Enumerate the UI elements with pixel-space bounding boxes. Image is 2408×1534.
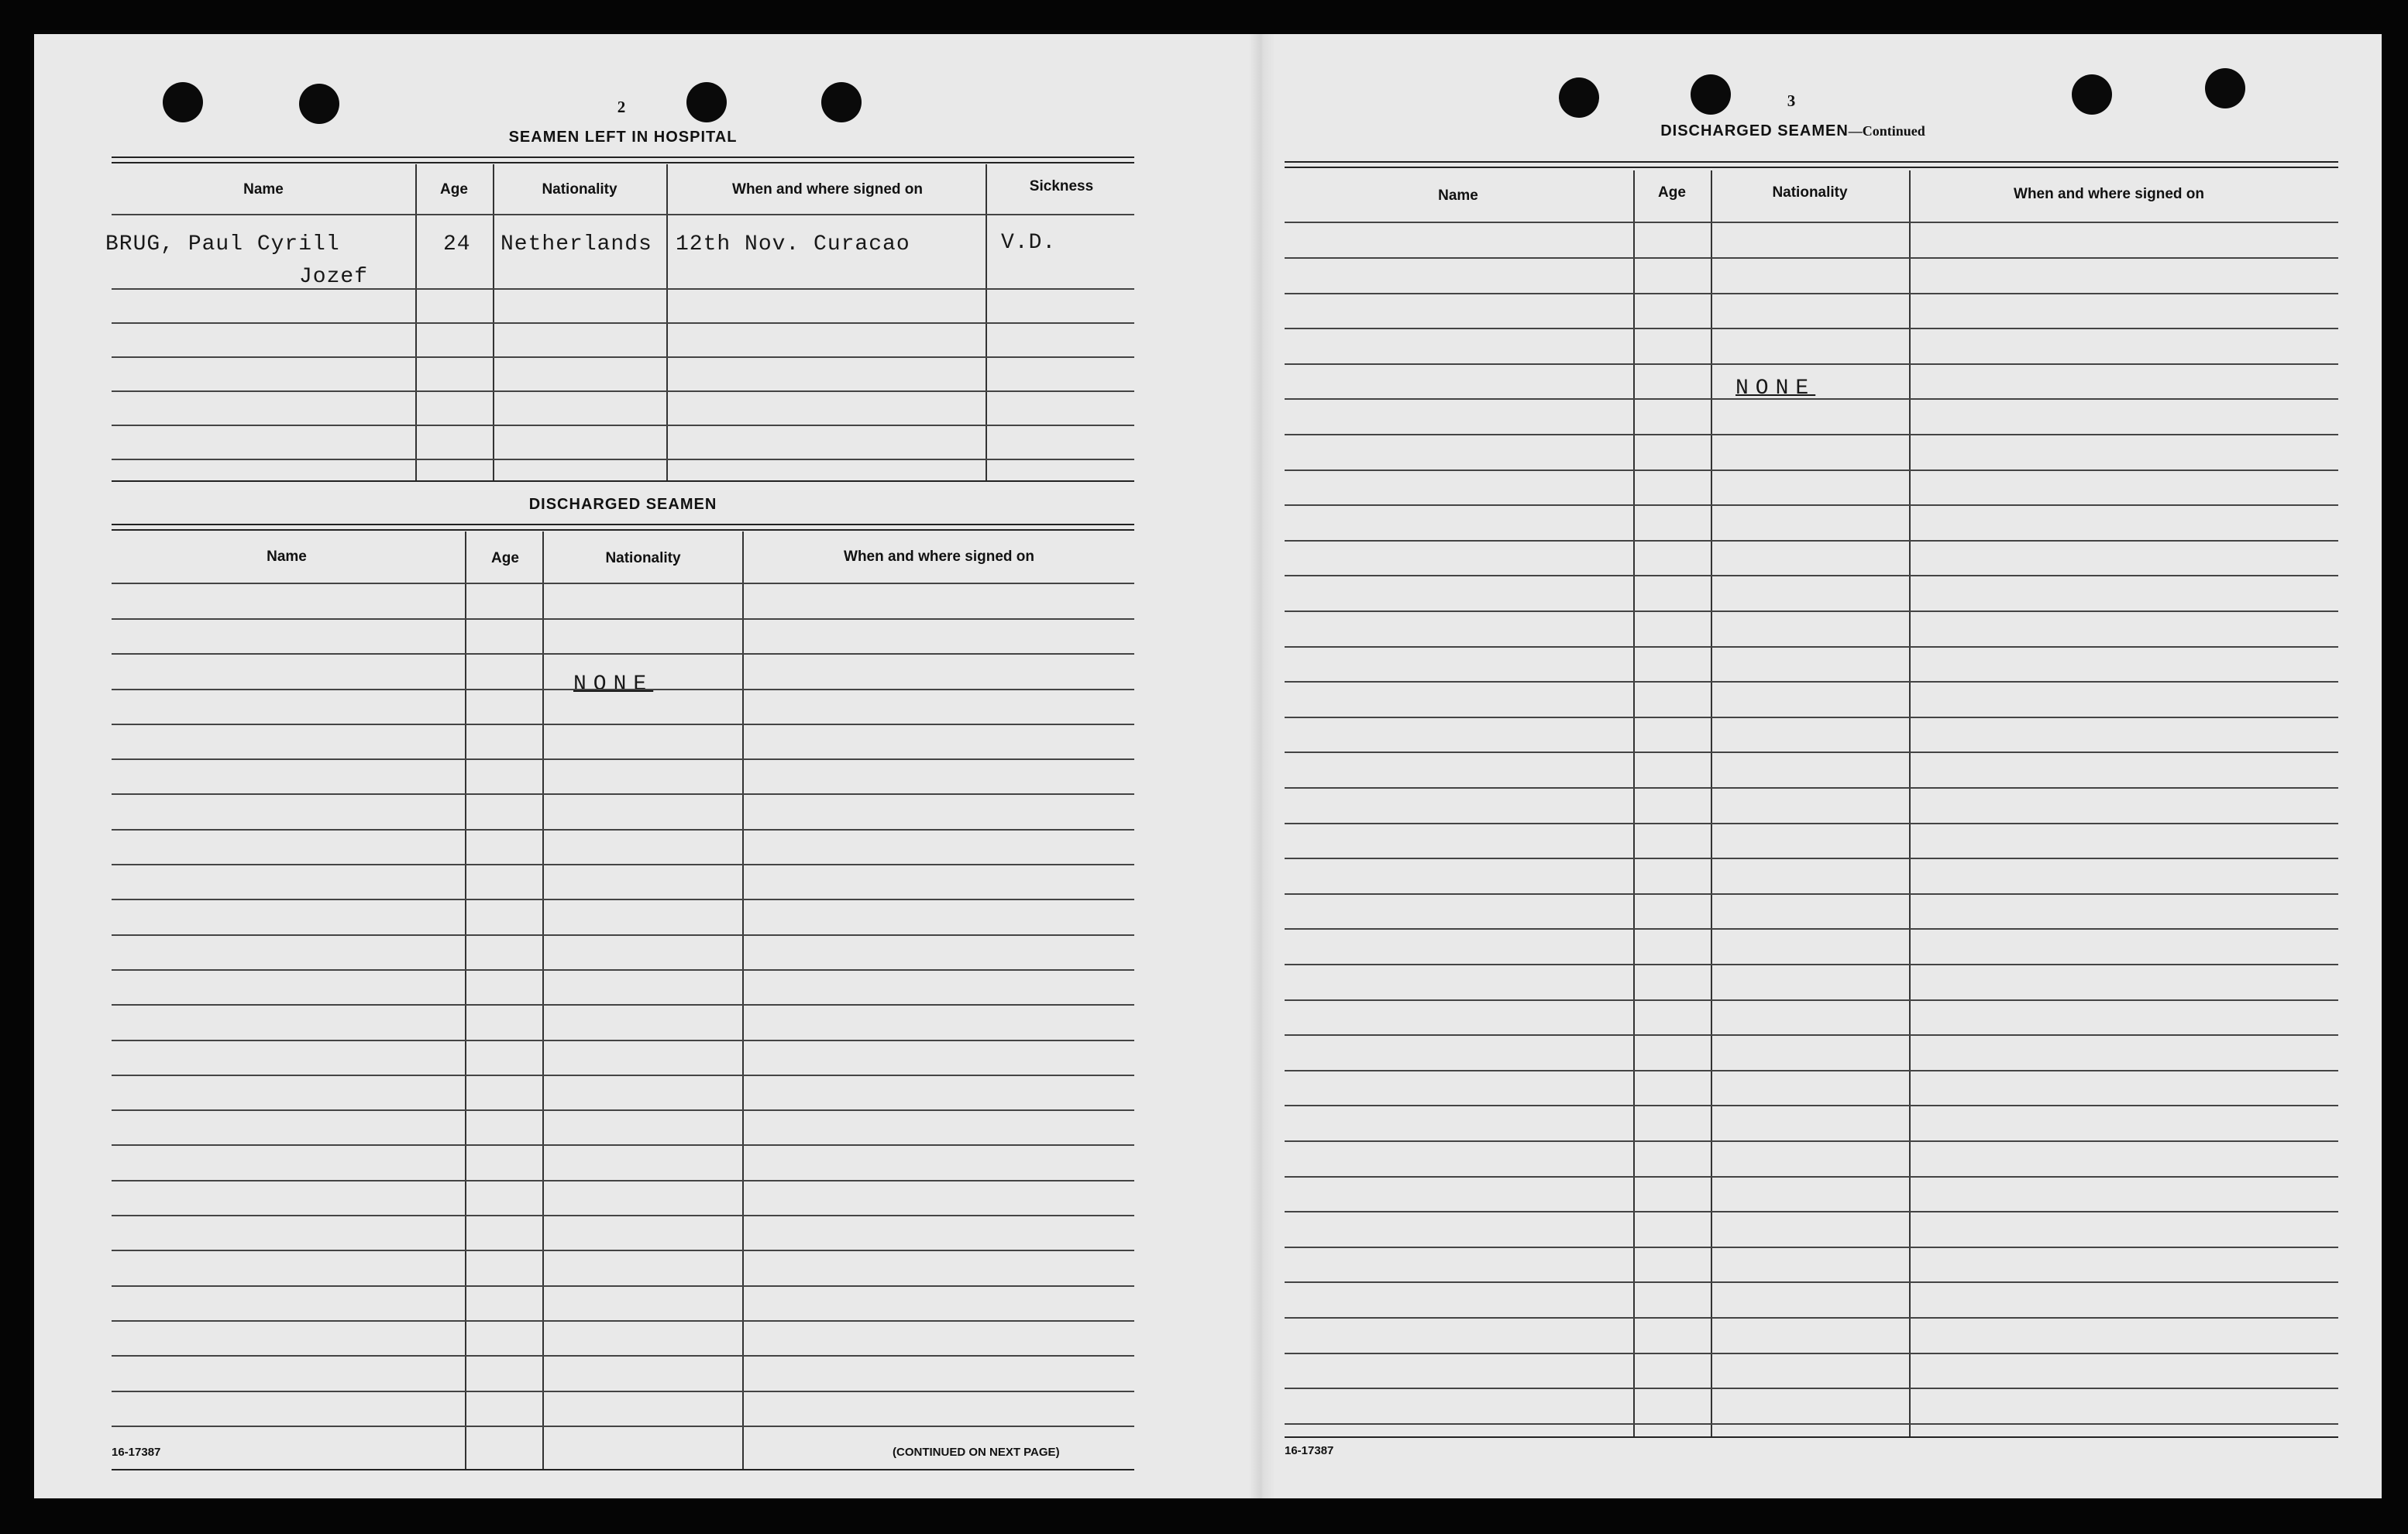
row-rule (112, 322, 1134, 324)
discharged-section-title: DISCHARGED SEAMEN (528, 496, 717, 513)
row-rule (1285, 398, 2338, 400)
page-number: 2 (617, 98, 626, 116)
row-rule (112, 1285, 1134, 1287)
row-rule (1285, 1070, 2338, 1071)
row-rule (1285, 1388, 2338, 1389)
column-divider (542, 531, 544, 1470)
header-name: Name (267, 549, 307, 565)
table-bottom-rule (112, 1469, 1134, 1470)
column-divider (465, 531, 466, 1470)
row-rule (112, 1040, 1134, 1041)
manifest-sheet (34, 34, 2382, 1498)
punch-hole (299, 84, 339, 124)
row-rule (112, 356, 1134, 358)
row-rule (112, 724, 1134, 725)
header-name: Name (1438, 187, 1478, 204)
row-rule (1285, 893, 2338, 895)
page-fold (1249, 34, 1275, 1498)
header-age: Age (440, 181, 468, 198)
table-bottom-rule (112, 480, 1134, 482)
row-rule (112, 1144, 1134, 1146)
row-rule (112, 899, 1134, 900)
row-rule (112, 969, 1134, 971)
punch-hole (2205, 68, 2245, 108)
punch-hole (686, 82, 727, 122)
row-rule (112, 1109, 1134, 1111)
row-rule (112, 793, 1134, 795)
row-rule (112, 864, 1134, 865)
row-rule (112, 934, 1134, 936)
row-rule (1285, 504, 2338, 506)
table-bottom-rule (1285, 1436, 2338, 1438)
form-number: 16-17387 (1285, 1444, 1334, 1457)
header-age: Age (491, 550, 519, 566)
row-rule (1285, 646, 2338, 648)
row-rule (1285, 540, 2338, 542)
row-rule (1285, 1140, 2338, 1142)
row-rule (112, 425, 1134, 426)
header-signed-on: When and where signed on (732, 181, 923, 198)
hospital-section-title: SEAMEN LEFT IN HOSPITAL (508, 129, 738, 146)
seaman-name-continued: Jozef (299, 265, 369, 289)
page-number: 3 (1787, 91, 1796, 110)
row-rule (1285, 717, 2338, 718)
row-rule (112, 618, 1134, 620)
row-rule (112, 1391, 1134, 1392)
header-nationality: Nationality (1772, 184, 1848, 201)
row-rule (112, 1075, 1134, 1076)
seaman-sickness: V.D. (1001, 231, 1057, 255)
row-rule (1285, 611, 2338, 612)
header-age: Age (1658, 184, 1686, 201)
table-top-rule (1285, 161, 2338, 168)
seaman-signed-on: 12th Nov. Curacao (676, 232, 910, 256)
punch-hole (1559, 77, 1599, 118)
seaman-name: BRUG, Paul Cyrill (105, 232, 340, 256)
title-main: DISCHARGED SEAMEN (1660, 122, 1849, 139)
header-sickness: Sickness (1029, 178, 1094, 194)
row-rule (112, 653, 1134, 655)
punch-hole (163, 82, 203, 122)
row-rule (1285, 964, 2338, 965)
row-rule (1285, 681, 2338, 683)
row-rule (1285, 1353, 2338, 1354)
header-signed-on: When and where signed on (844, 549, 1034, 565)
row-rule (112, 689, 1134, 690)
table-top-rule (112, 524, 1134, 531)
row-rule (1285, 1423, 2338, 1425)
column-divider (742, 531, 744, 1470)
row-rule (1285, 363, 2338, 365)
header-signed-on: When and where signed on (2014, 186, 2204, 202)
row-rule (1285, 1211, 2338, 1212)
row-rule (112, 1250, 1134, 1251)
row-rule (1285, 434, 2338, 435)
row-rule (1285, 752, 2338, 753)
row-rule (112, 758, 1134, 760)
row-rule (1285, 257, 2338, 259)
seaman-age: 24 (443, 232, 471, 256)
title-suffix: —Continued (1848, 123, 1925, 139)
row-rule (1285, 823, 2338, 824)
row-rule (1285, 1105, 2338, 1106)
header-rule (112, 583, 1134, 584)
punch-hole (2072, 74, 2112, 115)
row-rule (1285, 999, 2338, 1001)
row-rule (1285, 1281, 2338, 1283)
row-rule (112, 829, 1134, 831)
row-rule (112, 1355, 1134, 1357)
discharged-none-entry: NONE (573, 672, 654, 696)
form-number: 16-17387 (112, 1446, 161, 1459)
discharged-continued-title (1660, 122, 1925, 140)
continued-note: (CONTINUED ON NEXT PAGE) (893, 1446, 1060, 1459)
punch-hole (1691, 74, 1731, 115)
row-rule (112, 1180, 1134, 1181)
row-rule (112, 288, 1134, 290)
discharged-none-entry: NONE (1735, 377, 1816, 401)
row-rule (1285, 858, 2338, 859)
header-rule (1285, 222, 2338, 223)
row-rule (112, 459, 1134, 460)
punch-hole (821, 82, 862, 122)
header-name: Name (243, 181, 284, 198)
header-nationality: Nationality (605, 550, 681, 566)
row-rule (1285, 1317, 2338, 1319)
row-rule (1285, 1247, 2338, 1248)
row-rule (112, 390, 1134, 392)
table-top-rule (112, 156, 1134, 163)
header-rule (112, 214, 1134, 215)
row-rule (112, 1004, 1134, 1006)
header-nationality: Nationality (542, 181, 617, 198)
row-rule (1285, 328, 2338, 329)
row-rule (1285, 787, 2338, 789)
row-rule (112, 1320, 1134, 1322)
row-rule (1285, 575, 2338, 576)
row-rule (112, 1426, 1134, 1427)
row-rule (1285, 1176, 2338, 1178)
row-rule (1285, 469, 2338, 471)
row-rule (1285, 1034, 2338, 1036)
row-rule (1285, 293, 2338, 294)
row-rule (1285, 928, 2338, 930)
row-rule (112, 1215, 1134, 1216)
seaman-nationality: Netherlands (501, 232, 652, 256)
